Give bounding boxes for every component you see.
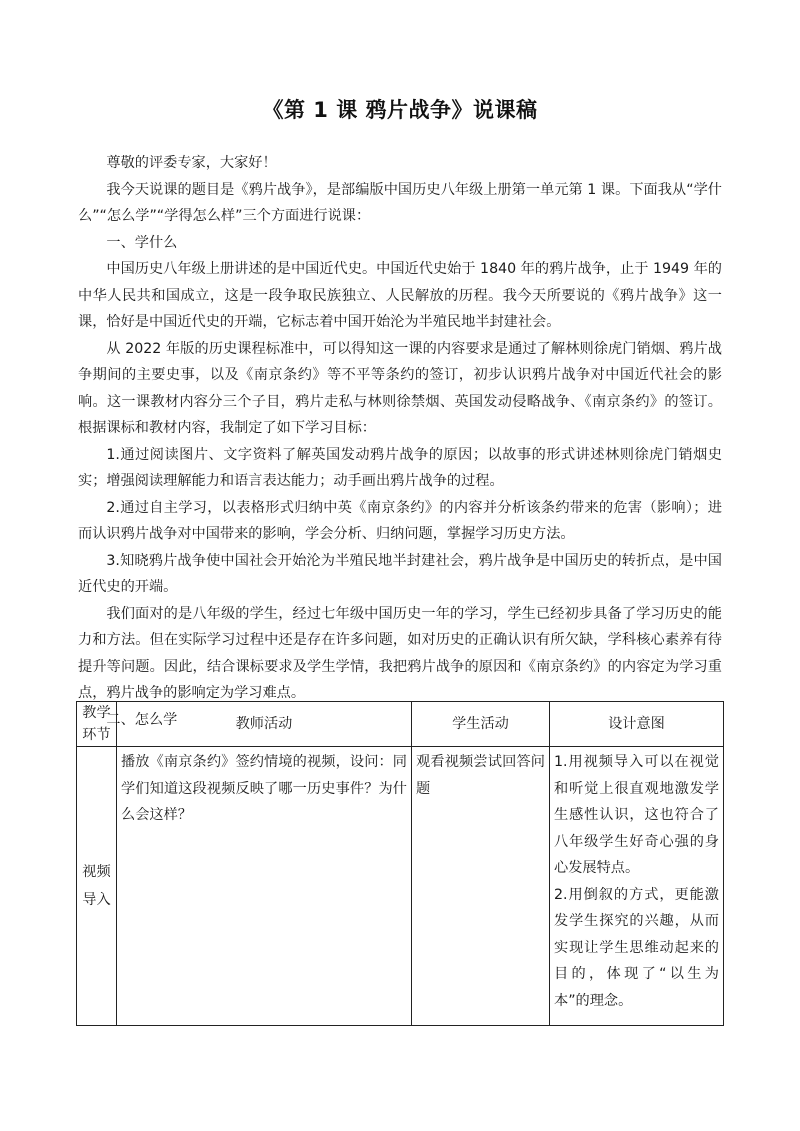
lesson-plan-table (76, 701, 724, 1026)
intent-item-1: 1.用视频导入可以在视觉和听觉上很直观地激发学生感性认识，这也符合了八年级学生好奇心强的身心发展特点。 (554, 754, 719, 876)
header-design-intent: 设计意图 (550, 702, 724, 747)
cell-stage (77, 747, 117, 1026)
header-stage-line1: 教学 (82, 705, 111, 721)
paragraph-standards: 从 2022 年版的历史课程标准中，可以得知这一课的内容要求是通过了解林则徐虎门销烟、鸦片战争期间的主要史事，以及《南京条约》等不平等条约的签订，初步认识鸦片战争对中国近代社会的影响。这一课教材内容分三个子目，鸦片走私与林则徐禁烟、英国发动侵略战争、《南京条约》的签订。根据课标和教材内容，我制定了如下学习目标： (78, 340, 722, 436)
cell-teacher-activity: 播放《南京条约》签约情境的视频，设问：同学们知道这段视频反映了哪一历史事件？为什么会这样？ (117, 747, 412, 1026)
document-title: 《第 1 课 鸦片战争》说课稿 (262, 98, 538, 122)
paragraph-goal-2: 2.通过自主学习，以表格形式归纳中英《南京条约》的内容并分析该条约带来的危害（影响）；进而认识鸦片战争对中国带来的影响，学会分析、归纳问题，掌握学习历史方法。 (78, 499, 722, 542)
table-header-row (77, 702, 724, 747)
paragraph-overview: 中国历史八年级上册讲述的是中国近代史。中国近代史始于 1840 年的鸦片战争，止于 1949 年的中华人民共和国成立，这是一段争取民族独立、人民解放的历程。我今天所要说的《鸦片战争》这一课，恰好是中国近代史的开端，它标志着中国开始沦为半殖民地半封建社会。 (78, 261, 722, 330)
cell-stage-line1: 视频 (82, 864, 111, 880)
paragraph-intro: 我今天说课的题目是《鸦片战争》，是部编版中国历史八年级上册第一单元第 1 课。下面我从“学什么”“怎么学”“学得怎么样”三个方面进行说课： (78, 181, 722, 224)
cell-student-activity: 观看视频尝试回答问题 (412, 747, 550, 1026)
header-student-activity: 学生活动 (412, 702, 550, 747)
section-heading-how: 二、怎么学 (106, 711, 178, 728)
intent-item-2: 2.用倒叙的方式，更能激发学生探究的兴趣，从而实现让学生思维动起来的目的，体现了“以生为本”的理念。 (554, 886, 719, 1009)
paragraph-greeting: 尊敬的评委专家，大家好！ (106, 155, 277, 171)
cell-design-intent (550, 747, 724, 1026)
header-teacher-activity: 教师活动 (117, 702, 412, 747)
paragraph-goal-1: 1.通过阅读图片、文字资料了解英国发动鸦片战争的原因；以故事的形式讲述林则徐虎门销烟史实；增强阅读理解能力和语言表达能力；动手画出鸦片战争的过程。 (78, 446, 722, 489)
paragraph-goal-3: 3.知晓鸦片战争使中国社会开始沦为半殖民地半封建社会，鸦片战争是中国历史的转折点，是中国近代史的开端。 (78, 552, 722, 595)
document-body (78, 150, 722, 733)
cell-stage-line2: 导入 (82, 892, 111, 908)
header-stage-line2: 环节 (82, 727, 111, 743)
section-heading-what: 一、学什么 (106, 234, 178, 251)
table-row (77, 747, 724, 1026)
paragraph-students: 我们面对的是八年级的学生，经过七年级中国历史一年的学习，学生已经初步具备了学习历史的能力和方法。但在实际学习过程中还是存在许多问题，如对历史的正确认识有所欠缺，学科核心素养有待提升等问题。因此，结合课标要求及学生学情，我把鸦片战争的原因和《南京条约》的内容定为学习重点，鸦片战争的影响定为学习难点。 (78, 605, 722, 701)
header-stage (77, 702, 117, 747)
